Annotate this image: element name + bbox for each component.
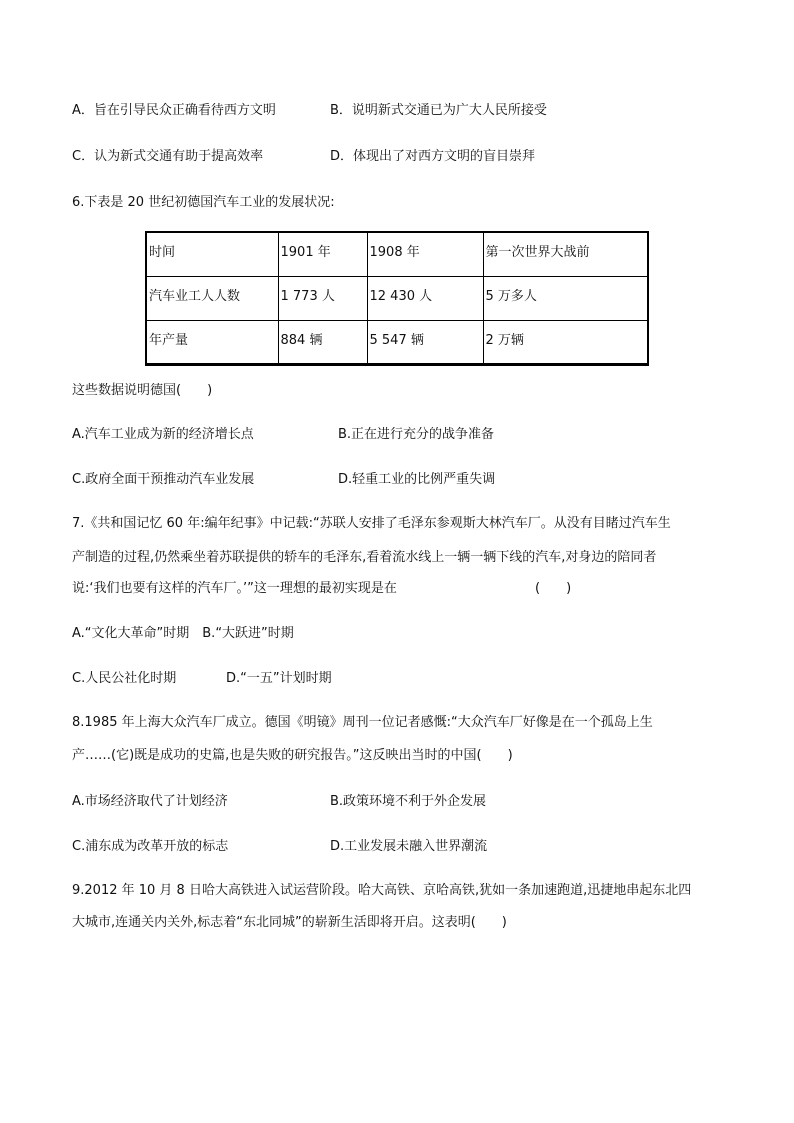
table-cell: 884 辆 [278,320,367,364]
table-cell: 2 万辆 [483,320,648,364]
q8-option-b: B.政策环境不利于外企发展 [330,794,487,809]
q9-text-line: 9.2012 年 10 月 8 日哈大高铁进入试运营阶段。哈大高铁、京哈高铁,犹如一条加速跑道,迅捷地串起东北四 [72,883,692,898]
q7-option-ab: A.“文化大革命”时期 B.“大跃进”时期 [72,626,294,641]
q5-option-b: B．说明新式交通已为广大人民所接受 [330,103,547,118]
table-header-cell: 第一次世界大战前 [483,232,648,276]
q6-question: 这些数据说明德国( ) [72,383,213,398]
q6-option-d: D.轻重工业的比例严重失调 [338,472,496,487]
table-header-row [146,232,648,276]
table-cell: 年产量 [146,320,278,364]
table-cell: 5 547 辆 [367,320,483,364]
table-cell: 5 万多人 [483,276,648,320]
table-row [146,320,648,364]
q8-option-a: A.市场经济取代了计划经济 [72,794,228,809]
table-header-cell: 1901 年 [278,232,367,276]
q7-text-line: 7.《共和国记忆 60 年:编年纪事》中记载:“苏联人安排了毛泽东参观斯大林汽车厂。从没有目睹过汽车生 [72,516,671,531]
q6-data-table [145,231,649,366]
q7-text-line: 说:‘我们也要有这样的汽车厂。’”这一理想的最初实现是在 [72,581,397,596]
q5-option-d: D．体现出了对西方文明的盲目崇拜 [330,149,536,164]
q8-option-c: C.浦东成为改革开放的标志 [72,839,229,854]
q9-text-line: 大城市,连通关内关外,标志着“东北同城”的崭新生活即将开启。这表明( ) [72,915,507,930]
q5-option-c: C．认为新式交通有助于提高效率 [72,149,264,164]
q7-option-d: D.“一五”计划时期 [226,671,332,686]
q6-option-a: A.汽车工业成为新的经济增长点 [72,427,254,442]
table-header-cell: 1908 年 [367,232,483,276]
q7-option-c: C.人民公社化时期 [72,671,177,686]
q6-option-c: C.政府全面干预推动汽车业发展 [72,472,255,487]
q8-option-d: D.工业发展未融入世界潮流 [330,839,488,854]
table-cell: 1 773 人 [278,276,367,320]
table-row [146,276,648,320]
q5-option-a: A．旨在引导民众正确看待西方文明 [72,103,276,118]
q8-text-line: 产……(它)既是成功的史篇,也是失败的研究报告。”这反映出当时的中国( ) [72,748,513,763]
table-cell: 12 430 人 [367,276,483,320]
q7-text-line: 产制造的过程,仍然乘坐着苏联提供的轿车的毛泽东,看着流水线上一辆一辆下线的汽车,对身边的陪同者 [72,550,657,565]
table-header-cell: 时间 [146,232,278,276]
q7-answer-paren: ( ) [535,581,572,596]
q6-stem: 6.下表是 20 世纪初德国汽车工业的发展状况: [72,195,335,210]
table-cell: 汽车业工人人数 [146,276,278,320]
q8-text-line: 8.1985 年上海大众汽车厂成立。德国《明镜》周刊一位记者感慨:“大众汽车厂好像是在一个孤岛上生 [72,715,653,730]
q6-option-b: B.正在进行充分的战争准备 [338,427,495,442]
